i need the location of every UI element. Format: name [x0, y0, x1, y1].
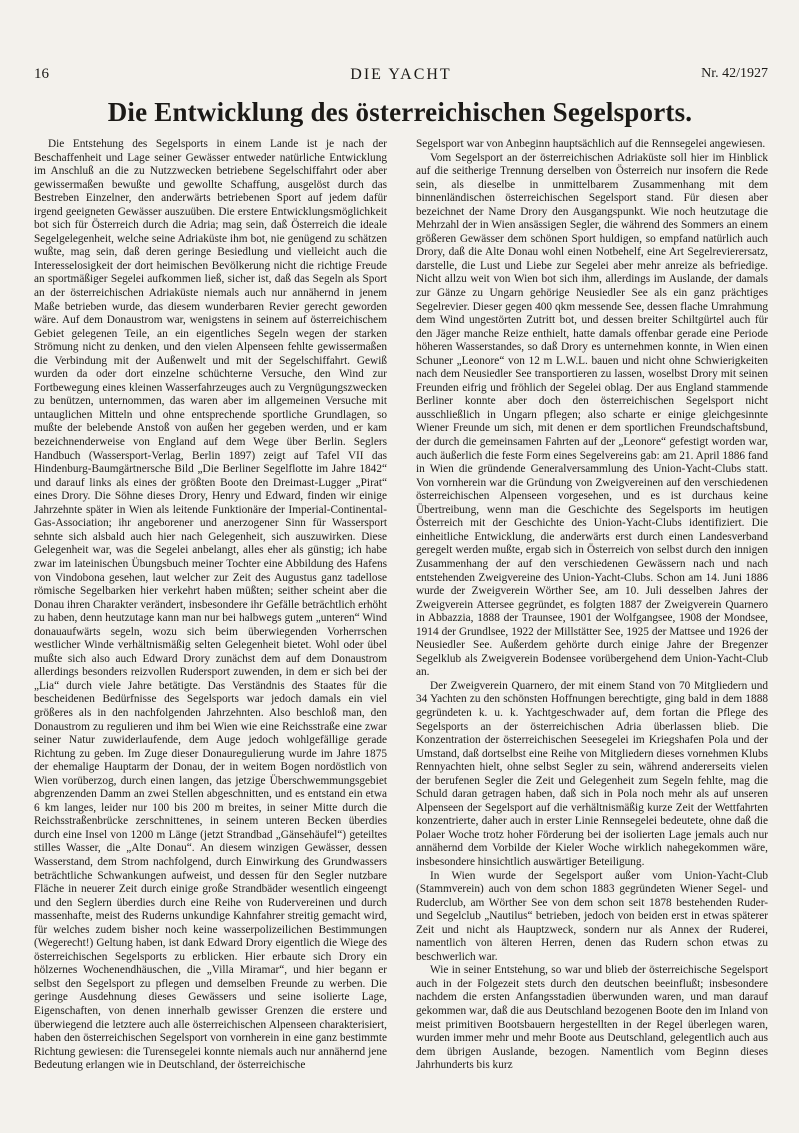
issue-number: Nr. 42/1927	[701, 66, 768, 81]
paragraph: Segelsport war von Anbeginn hauptsächlich auf die Rennsegelei angewiesen.	[416, 138, 766, 150]
paragraph: Vom Segelsport an der österreichischen Adriaküste soll hier im Hinblick auf die seitherige Trennung derselben von Österreich nur insofern die Rede sein, als dieselbe in unmittelbarem Zusammenhang mit dem binnenländischen österreichischen Segelsport stand. Für diesen aber bezeichnet der Name Drory den Ausgangspunkt. Wie noch heutzutage die Mehrzahl der in Wien ansässigen Segler, die während des Sommers an einem größeren Gewässer dem schönen Sport huldigen, so empfand natürlich auch Drory, daß die Alte Donau wohl einen Notbehelf, eine Art Segelrevierersatz, darstelle, die Lust und Liebe zur Segelei aber mehr anreize als befriedige. Nicht allzu weit von Wien bot sich ihm, allerdings im Auslande, der damals zur Gänze zu Ungarn gehörige Neusiedler See als ein ganz prächtiges Segelrevier. Dieser gegen 400 qkm messende See, dessen flache Umrahmung dem Wind ungestörten Zutritt bot, und dessen breiter Schiltgürtel auch für den Jäger manche Reize enthielt, hatte damals offenbar gerade eine Periode höheren Wasserstandes, so daß Drory es unternehmen konnte, in Wien einen Schuner „Leonore“ von 12 m L.W.L. bauen und nicht ohne Schwierigkeiten nach dem Neusiedler See transportieren zu lassen, woselbst Drory mit seinen Freunden eifrig und fröhlich der Segelei oblag. Der aus England stammende Berliner konnte aber doch den österreichischen Segelsport nicht ausschließlich in Ungarn pflegen; also scharte er einige gleichgesinnte Wiener Freunde um sich, mit denen er dem sportlichen Freundschaftsbund, der durch die gemeinsamen Fahrten auf der „Leonore“ gefestigt worden war, auch äußerlich die feste Form eines Segelvereins gab: am 21. April 1886 fand in Wien die gründende Generalversammlung des Union-Yacht-Clubs statt. Von vornherein war die Gründung von Zweigvereinen auf den verschiedenen österreichischen Alpenseen vorgesehen, und es ist durchaus keine Übertreibung, wenn man die Geschichte des Segelsports im heutigen Österreich mit der Geschichte des Union-Yacht-Clubs identifiziert. Die einheitliche Entwicklung, die anderwärts erst durch einen Landesverband geregelt werden mußte, ergab sich in Österreich von selbst durch den innigen Zusammenhang der auf den verschiedenen Gewässern nach und nach entstehenden Zweigvereine des Union-Yacht-Clubs. Schon am 14. Juni 1886 wurde der Zweigverein Wörther See, am 10. Juli desselben Jahres der Zweigverein Attersee gegründet, es folgten 1887 der Zweigverein Quarnero in Abbazzia, 1888 der Traunsee, 1901 der Wolfgangsee, 1908 der Mondsee, 1914 der Grundlsee, 1922 der Millstätter See, 1925 der Mattsee und 1926 der Neusiedler See. Außerdem gehörte durch einige Jahre der Bregenzer Segelklub als Zweigverein Bodensee vorübergehend dem Union-Yacht-Club an.	[416, 151, 768, 679]
left-column	[34, 138, 387, 1073]
right-column	[416, 138, 768, 1073]
paragraph: In Wien wurde der Segelsport außer vom Union-Yacht-Club (Stammverein) auch von dem schon 1883 gegründeten Wiener Segel- und Ruderclub, am Wörther See von dem schon seit 1878 bestehenden Ruder- und Segelclub „Nautilus“ betrieben, jedoch von beiden erst in etwas späterer Zeit und nicht als Hauptzweck, sondern nur als Annex der Ruderei, namentlich von älteren Herren, denen das Rudern schon etwas zu beschwerlich war.	[416, 869, 768, 963]
magazine-title: DIE YACHT	[350, 66, 452, 83]
paragraph: Die Entstehung des Segelsports in einem Lande ist je nach der Beschaffenheit und Lage seiner Gewässer entweder natürliche Entwicklung im Anschluß an die zu Nutzzwecken betriebene Segelschiffahrt oder aber gewissermaßen bewußte und gewollte Schaffung, ausgelöst durch das Bestreben Einzelner, den anderwärts betriebenen Sport auf jedem dafür irgend geeigneten Gewässer auszuüben. Die erstere Entwicklungsmöglichkeit bot sich für Österreich durch die Adria; mag sein, daß Österreich die ideale Segelgelegenheit, welche seine Adriaküste ihm bot, nie genügend zu schätzen wußte, mag sein, daß deren geringe Besiedlung und vielleicht auch die Interesselosigkeit der dort heimischen Bevölkerung nicht die richtige Freude an sportmäßiger Segelei aufkommen ließ, sicher ist, daß das Segeln als Sport an der österreichischen Adriaküste niemals auch nur annähernd in jenem Maße betrieben wurde, das diesem wunderbaren Revier gerecht geworden wäre. Auf dem Donaustrom war, wenigstens in seinem auf österreichischem Gebiet gelegenen Teile, an ein eigentliches Segeln wegen der starken Strömung nicht zu denken, und den vielen Alpenseen fehlte gewissermaßen die Verbindung mit der Außenwelt und mit der Segelschiffahrt. Gewiß wurden da oder dort einzelne schüchterne Versuche, den Wind zur Fortbewegung eines kleinen Wasserfahrzeuges auch zu Vergnügungszwecken zu benützen, unternommen, das waren aber im allgemeinen Versuche mit untauglichen Mitteln und ohne entsprechende sportliche Grundlagen, so mußte der belebende Anstoß von außen her gegeben werden, und er kam bezeichnenderweise von England auf dem Wege über Berlin. Seglers Handbuch (Wassersport-Verlag, Berlin 1897) zeigt auf Tafel VII das Hindenburg-Baumgärtnersche Bild „Die Berliner Segelflotte im Jahre 1842“ und darauf links als eines der größten Boote den Dreimast-Lugger „Pirat“ eines Drory. Die Söhne dieses Drory, Henry und Edward, finden wir einige Jahrzehnte später in Wien als leitende Funktionäre der Imperial-Continental-Gas-Association; ihr angeborener und anerzogener Sinn für Wassersport sehnte sich alsbald auch hier nach Gelegenheit, sich auszuwirken. Diese Gelegenheit war, was die Segelei anbelangt, alles eher als günstig; ich habe zwar im lateinischen Übungsbuch meiner Tochter eine Abbildung des Hafens von Vindobona gesehen, laut welcher zur Zeit des Augustus ganz tadellose römische Segelbarken hier verkehrt haben müßten; seither scheint aber die Donau ihren Charakter verändert, insbesondere ihr Gefälle beträchtlich erhöht zu haben, denn heutzutage kann man nur bei halbwegs gutem „unteren“ Wind donauaufwärts segeln, wozu sich beim überwiegenden Vorherrschen westlicher Winde verhältnismäßig selten Gelegenheit bietet. Wohl oder übel mußte sich also auch Edward Drory zunächst dem auf dem Donaustrom allerdings besonders reizvollen Rudersport zuwenden, in dem er sich bei der „Lia“ durch viele Jahre betätigte. Das Verständnis des Staates für die bescheidenen Bedürfnisse des Segelsports war jedoch damals ein viel größeres als in den nachfolgenden Jahrzehnten. Also beschloß man, den Donaustrom zu regulieren und ihm bei Wien wie eine Reichsstraße eine zwar seiner Natur zuwiderlaufende, dem Auge jedoch wohlgefällige gerade Richtung zu geben. Im Zuge dieser Donauregulierung wurde im Jahre 1875 der ehemalige Hauptarm der Donau, der in weitem Bogen nordöstlich von Wien vorüberzog, durch einen langen, das jetzige Überschwemmungsgebiet abgrenzenden Damm an zwei Stellen abgeschnitten, und es entstand ein etwa 6 km langes, leider nur 100 bis 200 m breites, in seiner Mitte durch die Reichsstraßenbrücke zerschnittenes, in seinem unteren Becken überdies durch eine Insel von 1200 m Länge (jetzt Strandbad „Gänsehäufel“) geteiltes stilles Wasser, die „Alte Donau“. An diesem winzigen Gewässer, dessen Wasserstand, dem Strom nachfolgend, durch Einwirkung des Grundwassers beträchtliche Schwankungen aufweist, und dessen für den Segler nutzbare Fläche in neuerer Zeit durch einige große Strandbäder wesentlich eingeengt und den Seglern überdies durch eine Reihe von Rudervereinen und durch massenhafte, meist des Ruderns unkundige Kahnfahrer streitig gemacht wird, für welches zudem bisher noch keine wasserpolizeilichen Bestimmungen (Wegerecht!) Geltung haben, ist dank Edward Drory eigentlich die Wiege des österreichischen Segelsports zu erblicken. Hier erbaute sich Drory ein hölzernes Wochenendhäuschen, die „Villa Miramar“, und hier begann er selbst den Segelsport zu pflegen und demselben Freunde zu werben. Die geringe Ausdehnung dieses Gewässers und seine isolierte Lage, Eigenschaften, von denen innerhalb gewisser Grenzen die erstere und überwiegend die letztere auch alle österreichischen Alpenseen charakterisiert, haben den österreichischen Segelsport von vornherein in eine ganz bestimmte Richtung gewiesen: die Turensegelei konnte niemals auch nur annähernd jene Bedeutung erlangen wie in Deutschland, der österreichische	[34, 138, 387, 1072]
paragraph: Wie in seiner Entstehung, so war und blieb der österreichische Segelsport auch in der Folgezeit stets durch den deutschen beeinflußt; insbesondere nachdem die ersten Anfangsstadien überwunden waren, und man darauf gekommen war, daß die aus Deutschland bezogenen Boote den im Inland von meist primitiven Bootsbauern hergestellten in der Regel überlegen waren, wurden immer mehr und mehr Boote aus Deutschland, gelegentlich auch aus dem übrigen Auslande, bezogen. Namentlich vom Beginn dieses Jahrhunderts bis kurz	[416, 964, 768, 1072]
article-title: Die Entwicklung des österreichischen Segelsports.	[107, 97, 693, 127]
page-number: 16	[34, 66, 49, 82]
page-header	[34, 66, 768, 88]
paragraph: Der Zweigverein Quarnero, der mit einem Stand von 70 Mitgliedern und 34 Yachten zu den schönsten Hoffnungen berechtigte, ging bald in dem 1888 gegründeten k. u. k. Yachtgeschwader auf, dem fortan die Pflege des Segelsports an der österreichischen Adria überlassen blieb. Die Konzentration der österreichischen Seesegelei im Kriegshafen Pola und der Umstand, daß dortselbst eine Reihe von Mitgliedern dieses vornehmen Klubs Rennyachten hielt, ohne selbst Segler zu sein, während andererseits vielen der berufenen Segler die Zeit und Gelegenheit zum Segeln fehlte, mag die Schuld daran getragen haben, daß sich in Pola noch mehr als auf unseren Alpenseen der Segelsport auf die verhältnismäßig kurze Zeit der Wettfahrten konzentrierte, daher auch in erster Linie Rennsegelei bedeutete, ohne daß die Polaer Woche trotz hoher Förderung bei der isolierten Lage jemals auch nur annähernd dem Vorbilde der Kieler Woche wirklich nahegekommen wäre, insbesondere hinsichtlich auswärtiger Beteiligung.	[416, 679, 768, 868]
